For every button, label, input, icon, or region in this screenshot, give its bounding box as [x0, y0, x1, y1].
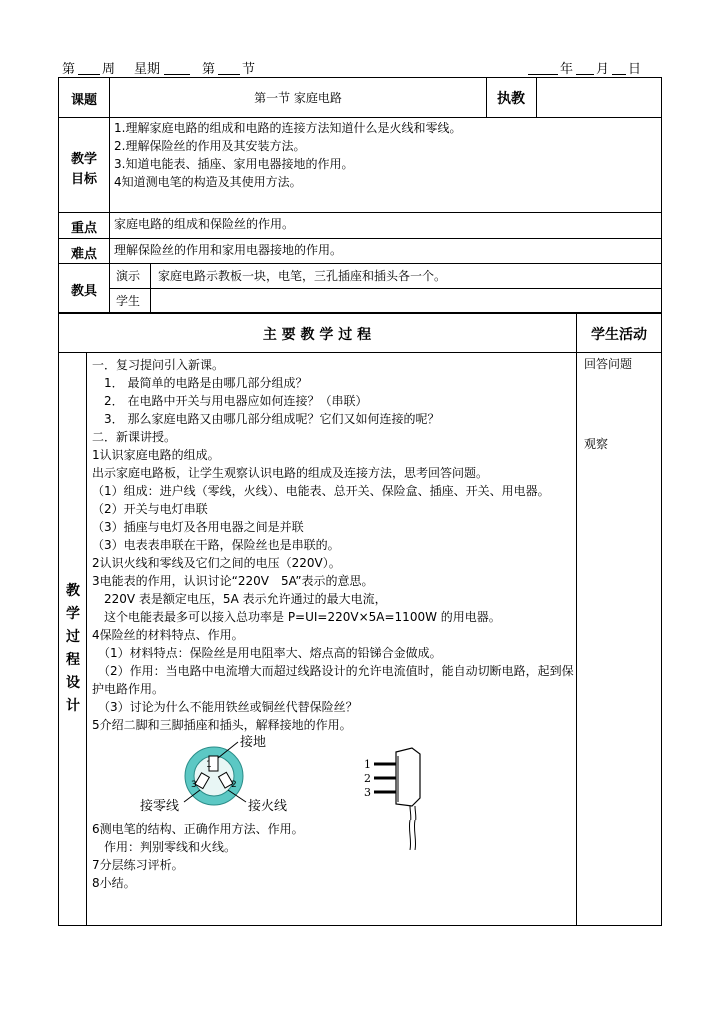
teacher-label: 执教	[497, 91, 525, 107]
process-line: （1）材料特点：保险丝是用电阻率大、熔点高的铅锑合金做成。	[92, 646, 442, 660]
week-blank	[78, 74, 100, 75]
side-char: 计	[66, 698, 80, 714]
rule	[110, 288, 662, 289]
topic-title: 第一节 家庭电路	[254, 91, 342, 105]
period-suffix: 节	[242, 62, 256, 77]
rule	[58, 352, 662, 353]
date-header	[62, 58, 660, 76]
demo-label: 演示	[116, 269, 141, 283]
demo-text: 家庭电路示教板一块，电笔，三孔插座和插头各一个。	[158, 269, 447, 283]
process-line: 6测电笔的结构、正确作用方法、作用。	[92, 822, 304, 836]
plug-cord	[415, 806, 416, 820]
side-char: 过	[66, 629, 80, 645]
side-char: 程	[66, 652, 80, 668]
process-side-label	[60, 580, 86, 718]
process-line: 3． 那么家庭电路又由哪几部分组成呢？它们又如何连接的呢？	[92, 412, 440, 426]
week-suffix: 周	[102, 62, 116, 77]
month-label: 月	[596, 62, 610, 77]
side-char: 学	[66, 606, 80, 622]
process-line: 作用：判别零线和火线。	[92, 840, 237, 854]
neutral-label: 接零线	[140, 799, 180, 814]
rule	[58, 263, 662, 264]
hole-number: 3	[191, 780, 197, 790]
goals-label-1: 教学	[70, 152, 97, 167]
student-label: 学生	[116, 294, 141, 308]
side-char: 设	[66, 675, 80, 691]
difficulty-label: 难点	[70, 247, 97, 262]
rule	[58, 212, 662, 213]
process-title: 主 要 教 学 过 程	[262, 327, 372, 343]
process-line: 2． 在电路中开关与用电器应如何连接？（串联）	[92, 394, 368, 408]
process-line: 2认识火线和零线及它们之间的电压（220V）。	[92, 556, 341, 570]
pin-number: 2	[364, 772, 371, 785]
process-line: （3）电表表串联在干路，保险丝也是串联的。	[92, 538, 340, 552]
activity-answer: 回答问题	[584, 357, 633, 371]
socket-plug-figure	[92, 734, 576, 820]
process-content	[92, 356, 576, 892]
period-prefix: 第	[202, 62, 216, 77]
hole-number: 2	[231, 780, 237, 790]
process-line: 4保险丝的材料特点、作用。	[92, 628, 244, 642]
process-line: 1认识家庭电路的组成。	[92, 448, 220, 462]
plug-body	[396, 748, 420, 806]
process-line: （3）插座与电灯及各用电器之间是并联	[92, 520, 304, 534]
process-line: （3）讨论为什么不能用铁丝或铜丝代替保险丝？	[92, 700, 358, 714]
process-line: 这个电能表最多可以接入总功率是 P=UI=220V×5A=1100W 的用电器。	[92, 610, 501, 624]
side-char: 教	[66, 583, 80, 599]
rule	[58, 117, 662, 118]
year-label: 年	[560, 62, 574, 77]
process-line: 8小结。	[92, 876, 136, 890]
rule	[58, 238, 662, 239]
goal-item: 4知道测电笔的构造及其使用方法。	[114, 175, 302, 189]
year-blank	[528, 74, 558, 75]
process-line: 5介绍二脚和三脚插座和插头，解释接地的作用。	[92, 718, 352, 732]
process-line: （2）作用：当电路中电流增大而超过线路设计的允许电流值时，能自动切断电路，起到保护电路作用。	[92, 664, 574, 696]
hole-number: 1	[206, 760, 212, 770]
process-tail	[92, 820, 576, 892]
rule	[150, 263, 151, 313]
process-line: 3电能表的作用，认识讨论“220V 5A”表示的意思。	[92, 574, 374, 588]
weekday-label: 星期	[134, 62, 161, 77]
socket-figure-area	[92, 734, 576, 820]
week-prefix: 第	[62, 62, 76, 77]
difficulty-text: 理解保险丝的作用和家用电器接地的作用。	[114, 243, 343, 257]
goal-item: 2.理解保险丝的作用及其安装方法。	[114, 139, 306, 153]
process-line: 二．新课讲授。	[92, 430, 177, 444]
goals-label-2: 目标	[70, 172, 97, 187]
period-blank	[218, 74, 240, 75]
rule	[86, 352, 87, 926]
ground-label: 接地	[240, 735, 267, 750]
topic-label: 课题	[70, 93, 97, 108]
process-line: （2）开关与电灯串联	[92, 502, 208, 516]
day-blank	[612, 74, 626, 75]
activity-observe: 观察	[584, 437, 609, 451]
process-line: （1）组成：进户线（零线，火线）、电能表、总开关、保险盒、插座、开关、用电器。	[92, 484, 550, 498]
rule	[536, 77, 537, 117]
tools-label: 教具	[70, 284, 97, 299]
weekday-blank	[164, 74, 190, 75]
rule	[109, 77, 110, 313]
pin-number: 1	[364, 758, 371, 771]
key-label: 重点	[70, 221, 97, 236]
process-line: 7分层练习评析。	[92, 858, 184, 872]
process-line: 220V 表是额定电压，5A 表示允许通过的最大电流，	[92, 592, 387, 606]
process-line: 出示家庭电路板，让学生观察认识电路的组成及连接方法，思考回答问题。	[92, 466, 489, 480]
goal-item: 3.知道电能表、插座、家用电器接地的作用。	[114, 157, 354, 171]
month-blank	[576, 74, 594, 75]
goal-item: 1.理解家庭电路的组成和电路的连接方法知道什么是火线和零线。	[114, 121, 462, 135]
key-text: 家庭电路的组成和保险丝的作用。	[114, 217, 295, 231]
plug-cord	[410, 806, 411, 820]
day-label: 日	[628, 62, 642, 77]
live-label: 接火线	[248, 799, 288, 814]
student-activity-label: 学生活动	[591, 327, 647, 343]
process-line: 1． 最简单的电路是由哪几部分组成？	[92, 376, 308, 390]
process-line: 一．复习提问引入新课。	[92, 358, 225, 372]
pin-number: 3	[364, 786, 371, 799]
rule	[576, 313, 577, 926]
